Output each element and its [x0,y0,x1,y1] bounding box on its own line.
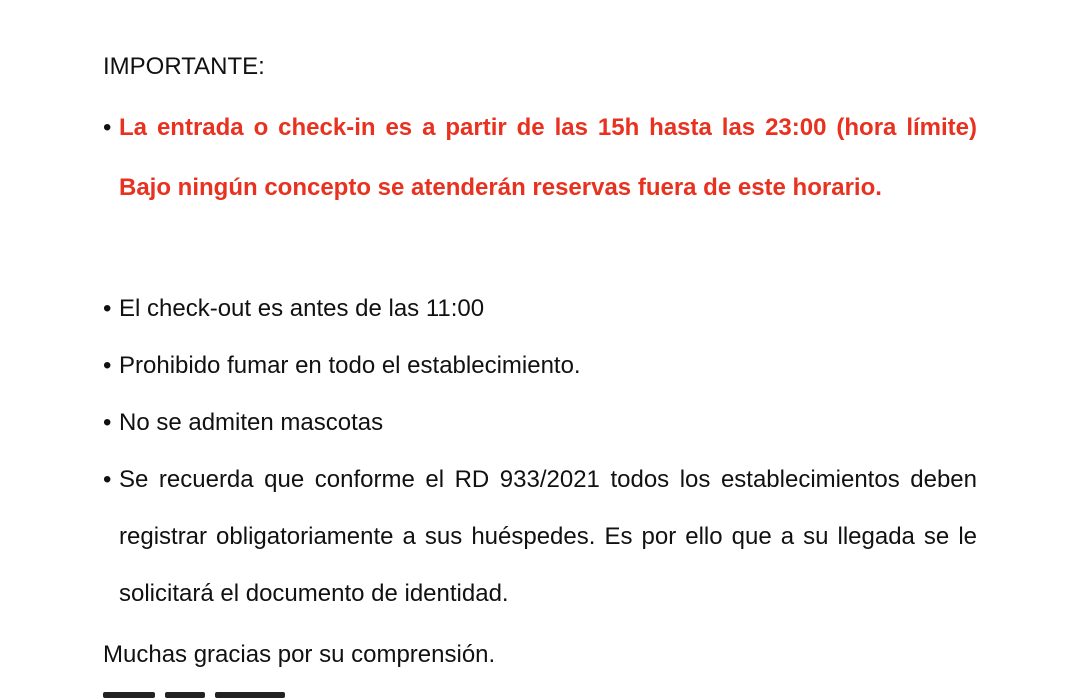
bullet-icon: • [103,352,112,379]
bullet-icon: • [103,466,112,493]
guest-registration-text: Se recuerda que conforme el RD 933/2021 todos los establecimientos deben registrar obligatoriamente a sus huéspedes. Es por ello que a su llegada se le solicitará el documento de identidad. [119,466,977,607]
no-smoking-text: Prohibido fumar en todo el establecimiento. [119,352,581,379]
bullet-icon: • [103,295,112,322]
bullet-icon: • [103,409,112,436]
checkin-notice-text: La entrada o check-in es a partir de las 15h hasta las 23:00 (hora límite) Bajo ningún concepto se atenderán reservas fuera de este horario. [119,114,977,201]
list-item-checkout [103,292,977,326]
list-item-checkin [103,98,977,218]
no-pets-text: No se admiten mascotas [119,409,384,436]
important-heading: IMPORTANTE: [103,53,265,80]
list-item-guest-registration [103,451,977,622]
cropped-text-line [103,692,313,700]
closing-thanks: Muchas gracias por su comprensión. [103,641,496,668]
list-item-no-pets [103,406,977,440]
bullet-icon: • [103,114,112,141]
list-item-no-smoking [103,349,977,383]
checkout-text: El check-out es antes de las 11:00 [119,295,485,322]
